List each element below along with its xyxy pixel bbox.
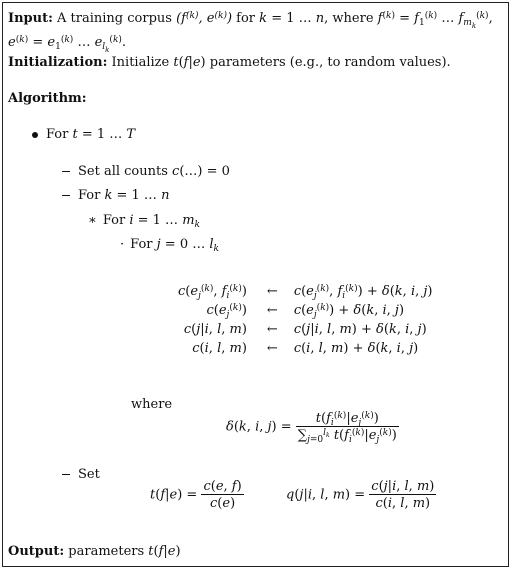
update-row: [178, 339, 432, 358]
update-equations: [178, 282, 432, 358]
loop-j: [120, 237, 219, 255]
asterisk-icon: ∗: [88, 213, 97, 228]
set-label: Set: [78, 467, 100, 482]
update-lhs: c(i, l, m): [192, 341, 247, 356]
t-lhs: t(f|e) =: [150, 487, 198, 503]
dash-icon: [62, 195, 70, 196]
delta-denominator: $\sum_{j=0}^{l_k}$ $t(f_i^{(k)}|e_j^{(k)})$: [297, 427, 397, 446]
left-arrow-icon: ←: [266, 303, 278, 318]
input-text: A training corpus: [57, 11, 172, 26]
input-where: , where: [324, 11, 374, 26]
q-formula: [286, 480, 436, 510]
initialization-text: Initialize t(f|e) parameters (e.g., to random values).: [111, 55, 451, 70]
update-row: [178, 320, 432, 339]
input-comma: ,: [488, 11, 493, 26]
algorithm-label: Algorithm:: [8, 91, 87, 106]
input-f-def: $f^{(k)} = f_1^{(k)}$ … $f_{m_k}^{(k)}$: [377, 10, 489, 30]
update-row: [178, 301, 432, 320]
t-denominator: c(e): [210, 496, 236, 511]
input-e-def: $e^{(k)} = e_1^{(k)}$ … $e_{l_k}^{(k)}$: [8, 34, 122, 54]
set-counts: [62, 165, 230, 178]
input-period: .: [121, 35, 127, 50]
output-text: parameters t(f|e): [68, 544, 181, 559]
t-numerator: c(e, f): [203, 479, 242, 494]
dash-icon: [62, 171, 70, 172]
bullet-icon: [32, 132, 38, 138]
loop-k-text: For k = 1 … n: [78, 188, 170, 203]
dash-icon: [62, 474, 70, 475]
q-denominator: c(i, l, m): [375, 496, 431, 511]
where-label: where: [131, 397, 173, 412]
loop-t-text: For t = 1 … T: [46, 127, 136, 142]
update-row: [178, 282, 432, 301]
loop-t: [32, 128, 135, 141]
left-arrow-icon: ←: [266, 284, 278, 299]
update-rhs: $c(e_j^{(k)}) + \delta(k$, i, j): [293, 302, 405, 321]
update-rhs: c(i, l, m) + δ(k, i, j): [293, 341, 419, 356]
input-corpus: ($f^{(k)}$, $e^{(k)}$): [176, 10, 233, 26]
delta-numerator: $t(f_i^{(k)}|e_j^{(k)})$: [296, 412, 399, 427]
update-lhs: $c(e_j^{(k)}$, $f_i^{(k)}$): [178, 283, 247, 302]
input-range: k = 1 … n: [259, 11, 325, 26]
t-fraction: [201, 480, 243, 510]
update-rhs: c(j|i, l, m) + δ(k, i, j): [293, 322, 427, 337]
left-arrow-icon: ←: [266, 341, 278, 356]
t-formula: [150, 480, 244, 510]
q-numerator: c(j|i, l, m): [371, 479, 435, 494]
input-label: Input:: [8, 11, 53, 26]
loop-i-text: For i = 1 … $m_k$: [102, 213, 200, 231]
input-for: for: [236, 11, 256, 26]
initialization-label: Initialization:: [8, 55, 108, 70]
left-arrow-icon: ←: [266, 322, 278, 337]
input-e-line: [8, 34, 127, 54]
delta-fraction: [296, 410, 399, 446]
q-fraction: [369, 480, 436, 510]
input-line: [8, 10, 493, 30]
output-label: Output:: [8, 544, 65, 559]
delta-definition: [226, 410, 399, 446]
delta-lhs: δ(k, i, j) =: [226, 419, 292, 435]
loop-i: [88, 213, 200, 231]
q-lhs: q(j|i, l, m) =: [286, 487, 366, 503]
update-lhs: $c(e_j^{(k)})$: [206, 302, 247, 321]
dot-icon: ·: [120, 237, 125, 252]
update-rhs: $c(e_j^{(k)}$, $f_i^{(k)}) + \delta(k$, i, j): [293, 283, 433, 302]
set-line: [62, 468, 100, 481]
loop-k: [62, 189, 169, 202]
update-table: [178, 282, 432, 358]
output-line: [8, 545, 181, 558]
update-lhs: c(j|i, l, m): [183, 322, 247, 337]
set-counts-text: Set all counts c(…) = 0: [78, 164, 230, 179]
initialization-line: [8, 56, 451, 69]
loop-j-text: For j = 0 … $l_k$: [130, 237, 219, 255]
